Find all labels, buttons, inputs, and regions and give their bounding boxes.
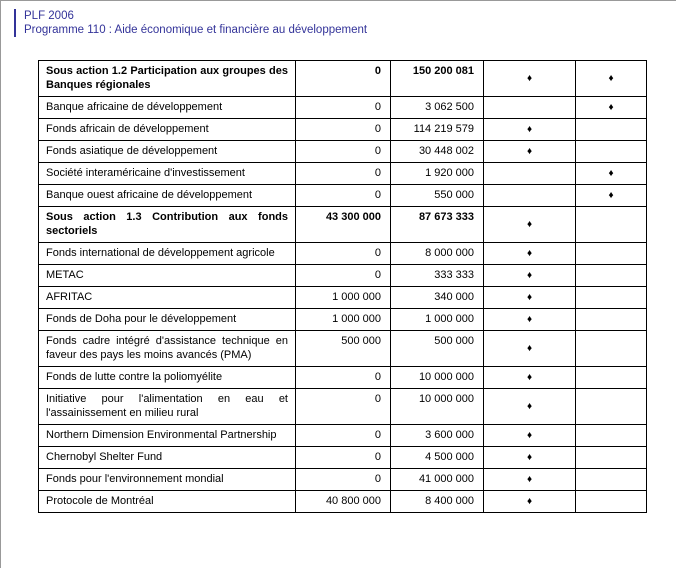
amount-col-1: 0 (296, 61, 391, 97)
table-row (39, 491, 647, 513)
table-row (39, 207, 647, 243)
table-row (39, 61, 647, 97)
diamond-icon: ♦ (484, 469, 576, 491)
amount-col-1: 0 (296, 141, 391, 163)
amount-col-1: 500 000 (296, 331, 391, 367)
diamond-icon: ♦ (576, 163, 647, 185)
diamond-icon: ♦ (484, 425, 576, 447)
diamond-icon: ♦ (484, 287, 576, 309)
amount-col-2: 4 500 000 (391, 447, 484, 469)
table-row (39, 185, 647, 207)
document-header (14, 9, 676, 37)
marker-cell-empty (576, 309, 647, 331)
amount-col-2: 30 448 002 (391, 141, 484, 163)
amount-col-2: 10 000 000 (391, 367, 484, 389)
diamond-icon: ♦ (484, 331, 576, 367)
marker-cell-empty (484, 185, 576, 207)
marker-cell-empty (576, 469, 647, 491)
table-row (39, 331, 647, 367)
amount-col-1: 0 (296, 389, 391, 425)
table-row (39, 447, 647, 469)
table-row (39, 163, 647, 185)
marker-cell-empty (576, 389, 647, 425)
marker-cell-empty (576, 367, 647, 389)
row-label: Fonds pour l'environnement mondial (39, 469, 296, 491)
row-label: Société interaméricaine d'investissement (39, 163, 296, 185)
row-label: Banque africaine de développement (39, 97, 296, 119)
diamond-icon: ♦ (484, 265, 576, 287)
diamond-icon: ♦ (484, 119, 576, 141)
doc-subtitle: Programme 110 : Aide économique et financière au développement (24, 24, 368, 36)
diamond-icon: ♦ (484, 447, 576, 469)
row-label: Protocole de Montréal (39, 491, 296, 513)
budget-table-body (39, 61, 647, 513)
marker-cell-empty (576, 287, 647, 309)
amount-col-1: 0 (296, 119, 391, 141)
table-row (39, 425, 647, 447)
row-label: Northern Dimension Environmental Partnership (39, 425, 296, 447)
diamond-icon: ♦ (484, 491, 576, 513)
amount-col-1: 0 (296, 425, 391, 447)
row-label: Fonds cadre intégré d'assistance technique en faveur des pays les moins avancés (PMA) (39, 331, 296, 367)
amount-col-2: 8 000 000 (391, 243, 484, 265)
amount-col-2: 3 062 500 (391, 97, 484, 119)
table-row (39, 97, 647, 119)
amount-col-2: 1 920 000 (391, 163, 484, 185)
amount-col-2: 87 673 333 (391, 207, 484, 243)
row-label: METAC (39, 265, 296, 287)
table-row (39, 141, 647, 163)
amount-col-2: 10 000 000 (391, 389, 484, 425)
marker-cell-empty (576, 265, 647, 287)
marker-cell-empty (576, 447, 647, 469)
amount-col-1: 0 (296, 265, 391, 287)
marker-cell-empty (576, 331, 647, 367)
amount-col-2: 8 400 000 (391, 491, 484, 513)
amount-col-2: 114 219 579 (391, 119, 484, 141)
amount-col-1: 0 (296, 163, 391, 185)
marker-cell-empty (576, 491, 647, 513)
diamond-icon: ♦ (484, 243, 576, 265)
row-label: Sous action 1.3 Contribution aux fonds sectoriels (39, 207, 296, 243)
table-row (39, 309, 647, 331)
row-label: Fonds asiatique de développement (39, 141, 296, 163)
amount-col-2: 550 000 (391, 185, 484, 207)
row-label: AFRITAC (39, 287, 296, 309)
amount-col-2: 500 000 (391, 331, 484, 367)
table-row (39, 469, 647, 491)
row-label: Banque ouest africaine de développement (39, 185, 296, 207)
marker-cell-empty (484, 163, 576, 185)
amount-col-1: 0 (296, 367, 391, 389)
marker-cell-empty (576, 119, 647, 141)
diamond-icon: ♦ (484, 389, 576, 425)
table-row (39, 119, 647, 141)
amount-col-2: 3 600 000 (391, 425, 484, 447)
amount-col-1: 1 000 000 (296, 287, 391, 309)
row-label: Sous action 1.2 Participation aux groupes des Banques régionales (39, 61, 296, 97)
diamond-icon: ♦ (484, 309, 576, 331)
amount-col-1: 40 800 000 (296, 491, 391, 513)
amount-col-1: 0 (296, 243, 391, 265)
marker-cell-empty (576, 243, 647, 265)
table-row (39, 389, 647, 425)
diamond-icon: ♦ (484, 61, 576, 97)
amount-col-1: 0 (296, 469, 391, 491)
row-label: Fonds africain de développement (39, 119, 296, 141)
amount-col-1: 43 300 000 (296, 207, 391, 243)
marker-cell-empty (576, 141, 647, 163)
row-label: Initiative pour l'alimentation en eau et l'assainissement en milieu rural (39, 389, 296, 425)
amount-col-2: 340 000 (391, 287, 484, 309)
document-header-block (14, 9, 676, 37)
doc-title: PLF 2006 (24, 10, 74, 22)
row-label: Chernobyl Shelter Fund (39, 447, 296, 469)
marker-cell-empty (484, 97, 576, 119)
amount-col-2: 1 000 000 (391, 309, 484, 331)
diamond-icon: ♦ (576, 185, 647, 207)
diamond-icon: ♦ (576, 61, 647, 97)
row-label: Fonds de lutte contre la poliomyélite (39, 367, 296, 389)
amount-col-1: 1 000 000 (296, 309, 391, 331)
table-row (39, 265, 647, 287)
diamond-icon: ♦ (484, 367, 576, 389)
amount-col-2: 150 200 081 (391, 61, 484, 97)
amount-col-1: 0 (296, 447, 391, 469)
marker-cell-empty (576, 425, 647, 447)
amount-col-1: 0 (296, 185, 391, 207)
diamond-icon: ♦ (576, 97, 647, 119)
amount-col-2: 41 000 000 (391, 469, 484, 491)
row-label: Fonds de Doha pour le développement (39, 309, 296, 331)
budget-table (38, 60, 647, 513)
diamond-icon: ♦ (484, 207, 576, 243)
amount-col-1: 0 (296, 97, 391, 119)
row-label: Fonds international de développement agricole (39, 243, 296, 265)
diamond-icon: ♦ (484, 141, 576, 163)
marker-cell-empty (576, 207, 647, 243)
amount-col-2: 333 333 (391, 265, 484, 287)
table-row (39, 367, 647, 389)
table-row (39, 243, 647, 265)
table-row (39, 287, 647, 309)
